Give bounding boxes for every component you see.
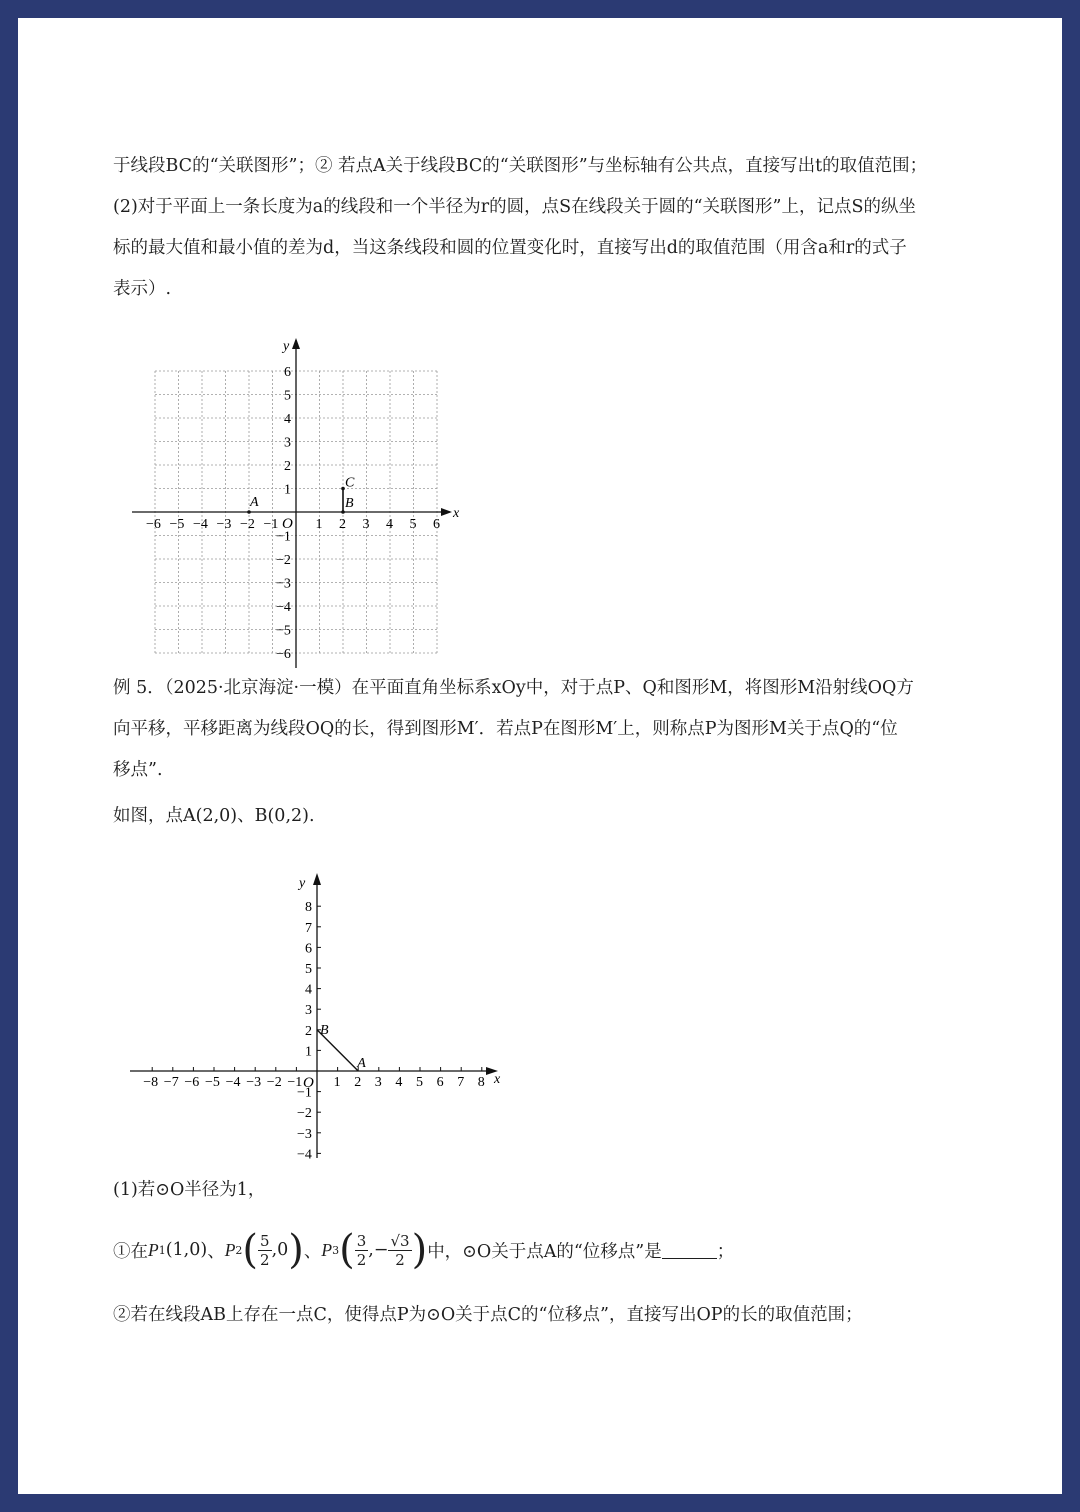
y-tick-label: −4 [276, 600, 291, 615]
coordinate-axes-2 [110, 853, 500, 1163]
intro-line-4: 表示）. [113, 279, 172, 299]
p2-fraction: $\frac{5}{2}$ [260, 1231, 270, 1269]
document-page [18, 18, 1062, 1494]
point-a-label: A [357, 1056, 366, 1071]
y-tick-label: −2 [276, 553, 291, 568]
x-tick-label: −3 [246, 1075, 262, 1090]
p3-mid: ,− [368, 1240, 389, 1260]
x-axis-label: x [453, 506, 460, 521]
example-line-3: 移点”. [113, 760, 163, 780]
x-tick-label: 8 [477, 1075, 485, 1090]
x-tick-label: −8 [143, 1075, 159, 1090]
y-tick-label: −3 [276, 576, 291, 592]
x-tick-label: −1 [287, 1075, 303, 1090]
y-tick-label: 4 [284, 412, 291, 427]
x-tick-label: 3 [374, 1075, 382, 1090]
p3-fraction-2: $\frac{√3}{2}$ [390, 1231, 410, 1269]
x-tick-label: −6 [184, 1075, 200, 1090]
p1-sub: 1 [158, 1243, 166, 1257]
intro-line-1: 于线段BC的“关联图形”；② 若点A关于线段BC的“关联图形”与坐标轴有公共点，直接写出t的取值范围； [113, 156, 928, 176]
p3-label: P [321, 1239, 333, 1260]
y-axis-arrow [313, 873, 321, 885]
question-1-sub-1: ①在 P 1 (1,0) 、 P 2 ( $\frac{5}{2}$ ,0 ) 、 P 3 ( $\frac{3}{2}$ ,− $\frac{√3}{2}$ ) 中，⊙O关于点A的“位移点”是 ； [113, 1227, 735, 1273]
x-tick-label: 4 [386, 517, 393, 532]
p3-sub: 3 [332, 1243, 340, 1257]
y-tick-label: −4 [297, 1147, 312, 1163]
point-b-label: B [320, 1022, 329, 1038]
y-tick-label: −1 [276, 529, 291, 545]
y-tick-label: 1 [305, 1044, 312, 1060]
y-tick-label: −1 [297, 1085, 312, 1101]
y-tick-label: 2 [284, 459, 291, 474]
sub1-prefix: ①在 [113, 1241, 148, 1262]
sub1-end: ； [716, 1241, 735, 1262]
x-tick-label: 5 [416, 1075, 423, 1090]
x-tick-label: 7 [457, 1075, 465, 1090]
y-tick-label: 3 [284, 435, 291, 451]
y-tick-label: 6 [305, 941, 312, 957]
x-tick-label: 4 [395, 1075, 403, 1090]
y-axis-arrow [292, 338, 300, 349]
example-line-2: 向平移，平移距离为线段OQ的长，得到图形M′．若点P在图形M′上，则称点P为图形M关于点Q的“位 [113, 719, 898, 739]
x-tick-label: −1 [263, 517, 279, 532]
question-1-sub-2: ②若在线段AB上存在一点C，使得点P为⊙O关于点C的“位移点”，直接写出OP的长的取值范围； [113, 1305, 863, 1325]
intro-line-3: 标的最大值和最小值的差为d，当这条线段和圆的位置变化时，直接写出d的取值范围（用含a和r的式子 [113, 238, 907, 258]
sep-1: 、 [207, 1241, 225, 1262]
question-1-head: (1)若⊙O半径为1， [113, 1180, 266, 1200]
x-tick-label: −2 [240, 517, 255, 532]
x-tick-label: −2 [266, 1075, 282, 1090]
x-tick-label: −4 [193, 517, 208, 532]
x-tick-label: 2 [339, 517, 346, 532]
x-tick-label: −5 [205, 1075, 220, 1090]
sub1-post: 中，⊙O关于点A的“位移点”是 [427, 1241, 662, 1262]
x-tick-label: 2 [354, 1075, 362, 1090]
example-line-1: 例 5．（2025·北京海淀·一模）在平面直角坐标系xOy中，对于点P、Q和图形M，将图形M沿射线OQ方 [113, 678, 914, 698]
x-tick-label: 5 [409, 517, 417, 532]
y-tick-label: −2 [297, 1106, 312, 1122]
y-tick-label: 6 [284, 365, 291, 380]
y-axis-label: y [299, 876, 306, 891]
y-tick-label: 4 [305, 982, 312, 998]
y-tick-label: 1 [284, 482, 291, 498]
y-tick-label: −6 [276, 647, 291, 662]
sep-2: 、 [303, 1241, 322, 1262]
p2-label: P [224, 1239, 236, 1260]
x-tick-label: −5 [169, 517, 185, 532]
y-tick-label: 5 [305, 962, 312, 977]
x-tick-label: 3 [362, 517, 370, 532]
y-tick-label: 2 [305, 1023, 312, 1039]
coordinate-grid-1 [110, 318, 460, 662]
p1-label: P [148, 1239, 159, 1260]
x-tick-label: 6 [436, 1075, 444, 1090]
p1-value: (1,0) [165, 1240, 208, 1260]
x-tick-label: −3 [216, 517, 232, 532]
intro-line-2: (2)对于平面上一条长度为a的线段和一个半径为r的圆，点S在线段关于圆的“关联图形”上，记点S的纵坐 [113, 197, 916, 217]
point-c-label: C [345, 475, 355, 491]
origin-label: O [303, 1075, 314, 1091]
y-tick-label: 5 [284, 388, 291, 404]
answer-blank[interactable] [662, 1242, 717, 1259]
y-axis-label: y [283, 339, 290, 354]
y-tick-label: −3 [297, 1126, 312, 1142]
x-tick-label: 1 [315, 517, 323, 532]
origin-label: O [282, 516, 293, 532]
x-tick-label: −7 [163, 1075, 179, 1090]
example-line-4: 如图，点A(2,0)、B(0,2). [113, 806, 315, 826]
y-tick-label: −5 [276, 623, 291, 639]
x-tick-label: −6 [146, 517, 161, 532]
point-a [247, 510, 251, 514]
x-axis-arrow [441, 508, 452, 516]
point-b-label: B [345, 496, 354, 511]
y-tick-label: 8 [305, 900, 312, 916]
p3-fraction-1: $\frac{3}{2}$ [356, 1231, 367, 1269]
point-a-label: A [250, 495, 259, 510]
x-tick-label: 1 [333, 1075, 341, 1090]
x-axis-label: x [494, 1072, 501, 1087]
p2-tail: ,0 [271, 1240, 289, 1260]
y-tick-label: 7 [305, 920, 312, 936]
p2-sub: 2 [235, 1243, 243, 1257]
x-tick-label: −4 [225, 1075, 241, 1090]
x-tick-label: 6 [433, 517, 440, 532]
y-tick-label: 3 [305, 1003, 312, 1019]
